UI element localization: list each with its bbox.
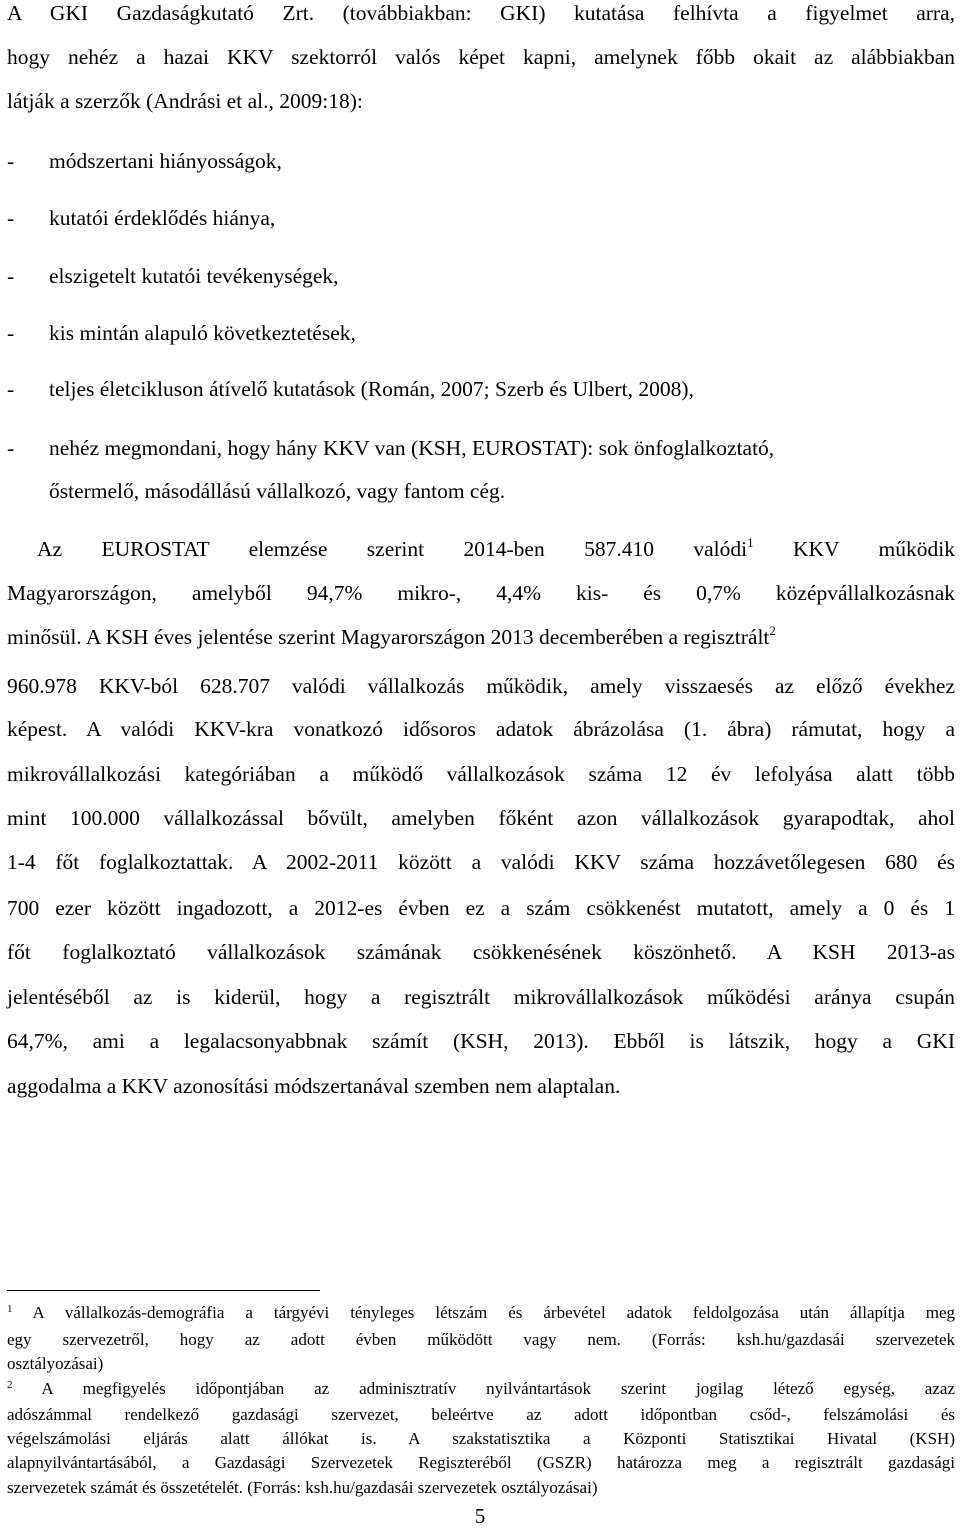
footnote-line: adószámmal rendelkező gazdasági szervezet, beleértve az adott időpontban csőd-, felszámolási és: [7, 1405, 955, 1424]
list-item-text: kis mintán alapuló következtetések,: [49, 321, 356, 345]
intro-line: A GKI Gazdaságkutató Zrt. (továbbiakban: GKI) kutatása felhívta a figyelmet arra,: [7, 1, 955, 25]
paragraph-line: jelentéséből az is kiderül, hogy a regisztrált mikrovállalkozások működési aránya csupán: [7, 985, 955, 1009]
list-item-continuation: őstermelő, másodállású vállalkozó, vagy fantom cég.: [49, 479, 506, 503]
footnote-line: osztályozásai): [7, 1354, 104, 1373]
footnote-separator: [7, 1290, 320, 1291]
intro-line: látják a szerzők (Andrási et al., 2009:18):: [7, 89, 363, 113]
list-item-text: nehéz megmondani, hogy hány KKV van (KSH, EUROSTAT): sok önfoglalkoztató,: [49, 436, 775, 460]
footnote-text: A megfigyelés időpontjában az adminisztratív nyilvántartások szerint jogilag létező egység, azaz: [12, 1379, 955, 1398]
paragraph-text: KKV működik: [753, 537, 955, 561]
paragraph-line: képest. A valódi KKV-kra vonatkozó idősoros adatok ábrázolása (1. ábra) rámutat, hogy a: [7, 717, 955, 741]
dash-marker: -: [7, 149, 15, 173]
paragraph-line: főt foglalkoztató vállalkozások számának csökkenésének köszönhető. A KSH 2013-as: [7, 940, 955, 964]
page-number: 5: [474, 1504, 486, 1528]
paragraph-line: aggodalma a KKV azonosítási módszertanával szemben nem alaptalan.: [7, 1074, 621, 1098]
paragraph-line: 960.978 KKV-ból 628.707 valódi vállalkozás működik, amely visszaesés az előző évekhez: [7, 674, 955, 698]
list-item-text: teljes életcikluson átívelő kutatások (Román, 2007; Szerb és Ulbert, 2008),: [49, 377, 694, 401]
footnote-ref: 2: [769, 623, 776, 638]
paragraph-line: mikrovállalkozási kategóriában a működő vállalkozások száma 12 év lefolyása alatt több: [7, 762, 955, 786]
paragraph-text: minősül. A KSH éves jelentése szerint Magyarországon 2013 decemberében a regisztrált: [7, 625, 770, 649]
dash-marker: -: [7, 206, 15, 230]
paragraph-line: Magyarországon, amelyből 94,7% mikro-, 4,4% kis- és 0,7% középvállalkozásnak: [7, 581, 955, 605]
paragraph-line: mint 100.000 vállalkozással bővült, amelyben főként azon vállalkozások gyarapodtak, ahol: [7, 806, 955, 830]
dash-marker: -: [7, 436, 15, 460]
list-item-text: elszigetelt kutatói tevékenységek,: [49, 264, 339, 288]
footnote-mark: 2: [7, 1379, 13, 1391]
paragraph-text: Az EUROSTAT elemzése szerint 2014-ben 587.410 valódi: [37, 537, 748, 561]
footnote-line: szervezetek számát és összetételét. (Forrás: ksh.hu/gazdasái szervezetek osztályozásai): [7, 1478, 598, 1497]
intro-line: hogy nehéz a hazai KKV szektorról valós képet kapni, amelynek főbb okait az alábbiakban: [7, 45, 955, 69]
paragraph-line: [7, 624, 955, 650]
paragraph-line: 64,7%, ami a legalacsonyabbnak számít (KSH, 2013). Ebből is látszik, hogy a GKI: [7, 1029, 955, 1053]
footnote-line: végelszámolási eljárás alatt állókat is. A szakstatisztika a Központi Statisztikai Hivatal (KSH): [7, 1429, 955, 1448]
paragraph-line: [37, 536, 955, 562]
paragraph-line: 700 ezer között ingadozott, a 2012-es évben ez a szám csökkenést mutatott, amely a 0 és 1: [7, 896, 955, 920]
footnote-line: egy szervezetről, hogy az adott évben működött vagy nem. (Forrás: ksh.hu/gazdasái szervezetek: [7, 1330, 955, 1349]
dash-marker: -: [7, 377, 15, 401]
footnote-text: A vállalkozás-demográfia a tárgyévi tényleges létszám és árbevétel adatok feldolgozása után állapítja meg: [12, 1303, 955, 1322]
paragraph-line: 1-4 főt foglalkoztattak. A 2002-2011 között a valódi KKV száma hozzávetőlegesen 680 és: [7, 850, 955, 874]
dash-marker: -: [7, 321, 15, 345]
list-item-text: kutatói érdeklődés hiánya,: [49, 206, 276, 230]
footnote-ref: 1: [747, 535, 754, 550]
footnote-mark: 1: [7, 1303, 13, 1315]
footnote-line: alapnyilvántartásából, a Gazdasági Szervezetek Regiszteréből (GSZR) határozza meg a regisztrált gazdasági: [7, 1453, 955, 1472]
footnote-line: [7, 1379, 955, 1399]
list-item-text: módszertani hiányosságok,: [49, 149, 282, 173]
dash-marker: -: [7, 264, 15, 288]
footnote-line: [7, 1303, 955, 1323]
